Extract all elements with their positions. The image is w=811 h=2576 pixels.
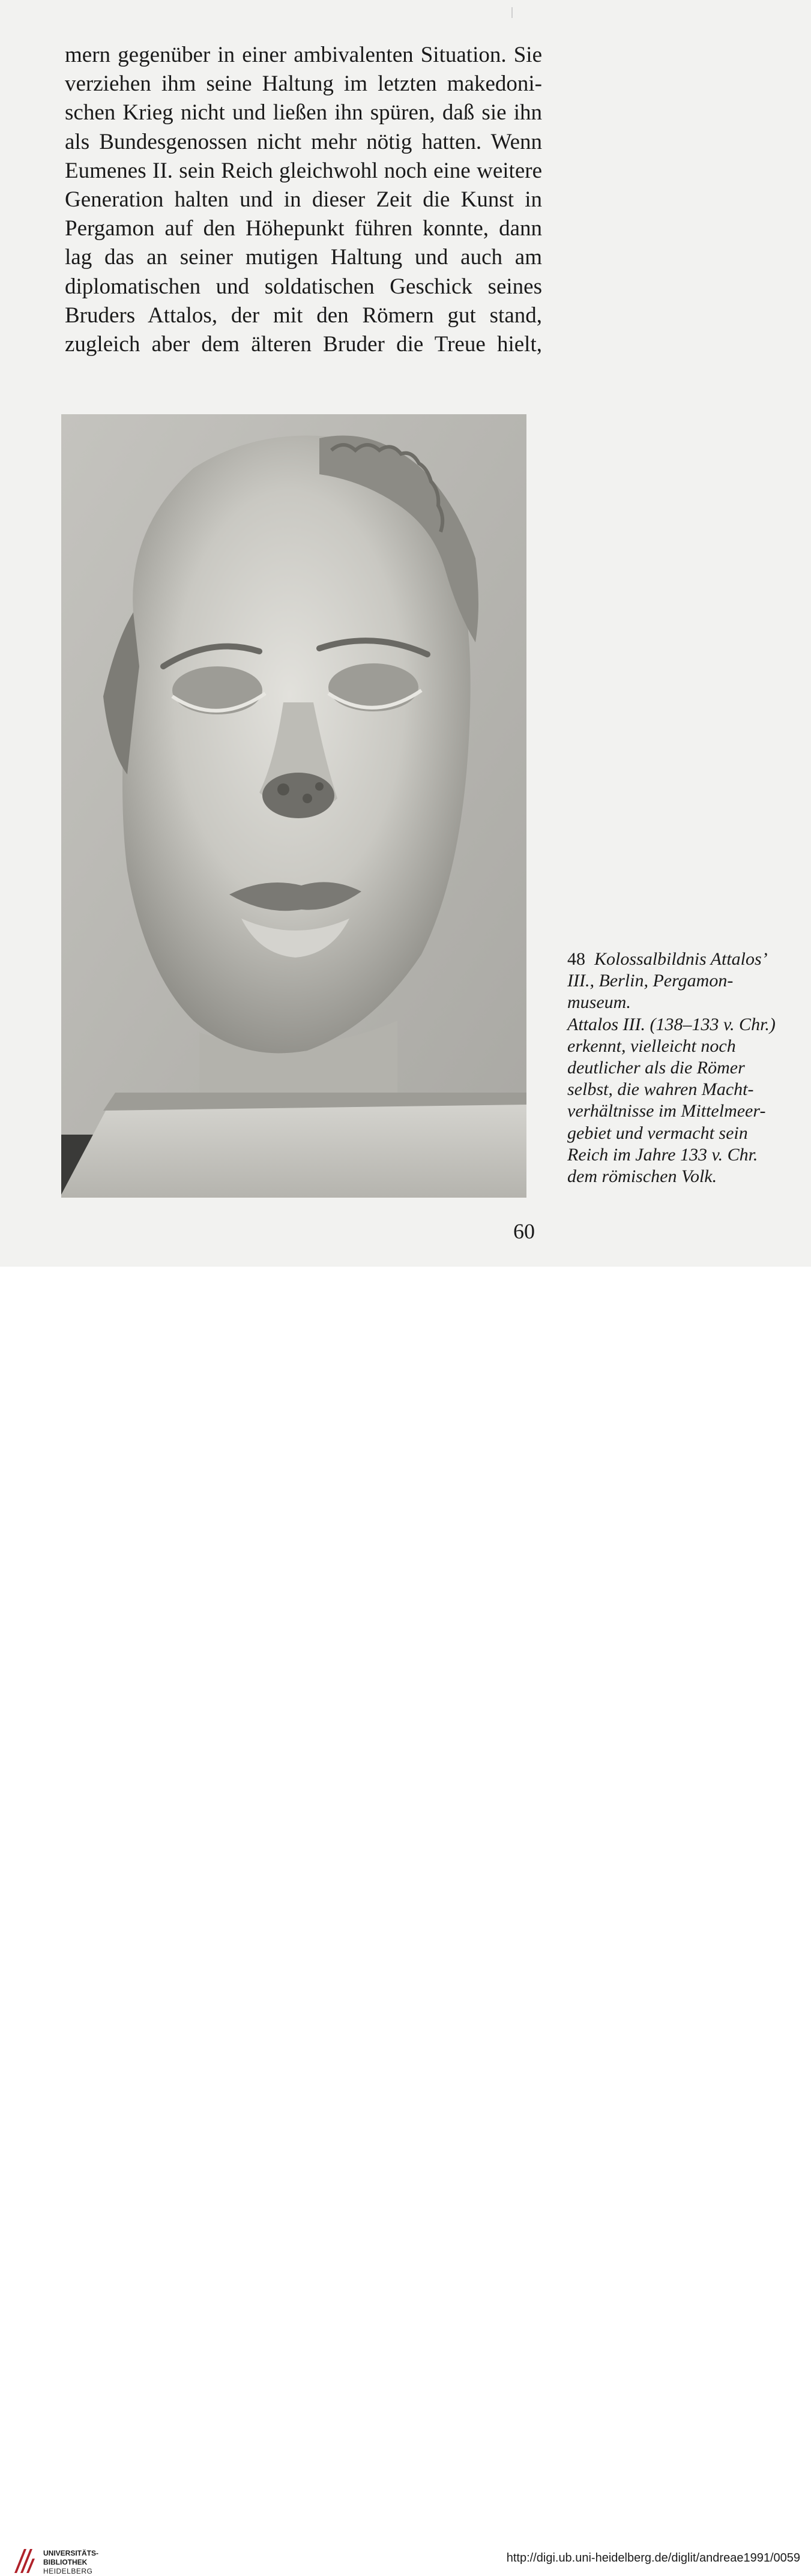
footer-bar	[0, 1267, 811, 2575]
body-text	[65, 41, 542, 359]
caption-line: selbst, die wahren Macht-	[567, 1079, 754, 1100]
body-line: mern gegenüber in einer ambivalenten Situation. Sie	[65, 43, 542, 67]
caption-line: Attalos III. (138–133 v. Chr.)	[567, 1014, 776, 1034]
marble-head-image	[61, 414, 526, 1198]
caption-text: Kolossalbildnis Attalos’	[594, 949, 768, 969]
sculpture-photo	[61, 414, 526, 1198]
library-name-line: BIBLIOTHEK	[43, 2558, 88, 2566]
body-line: als Bundesgenossen nicht mehr nötig hatten. Wenn	[65, 129, 542, 154]
body-line: Eumenes II. sein Reich gleichwohl noch eine weitere	[65, 158, 542, 183]
caption-line	[567, 949, 810, 970]
caption-line: Reich im Jahre 133 v. Chr.	[567, 1144, 758, 1165]
body-line: verziehen ihm seine Haltung im letzten makedoni-	[65, 71, 542, 97]
body-line: lag das an seiner mutigen Haltung und auch am	[65, 245, 542, 270]
library-name-line: HEIDELBERG	[43, 2567, 93, 2575]
figure-caption	[567, 949, 810, 1187]
caption-line: verhältnisse im Mittelmeer-	[567, 1101, 766, 1121]
library-name-line: UNIVERSITÄTS-	[43, 2549, 99, 2557]
caption-line: museum.	[567, 992, 631, 1013]
caption-line: III., Berlin, Pergamon-	[567, 971, 734, 991]
margin-mark	[511, 7, 513, 18]
body-line: diplomatischen und soldatischen Geschick seines	[65, 274, 542, 299]
caption-line: dem römischen Volk.	[567, 1166, 717, 1187]
caption-line: deutlicher als die Römer	[567, 1058, 745, 1078]
body-line: zugleich aber dem älteren Bruder die Treue hielt,	[65, 331, 542, 357]
body-line: schen Krieg nicht und ließen ihn spüren, daß sie ihn	[65, 100, 542, 125]
caption-line: erkennt, vielleicht noch	[567, 1036, 736, 1056]
caption-line: gebiet und vermacht sein	[567, 1123, 748, 1143]
body-line: Generation halten und in dieser Zeit die Kunst in	[65, 187, 542, 212]
library-name[interactable]	[43, 2549, 98, 2576]
body-line: Bruders Attalos, der mit den Römern gut stand,	[65, 303, 542, 328]
body-line: Pergamon auf den Höhepunkt führen konnte, dann	[65, 216, 542, 241]
university-library-logo-icon[interactable]	[12, 2547, 37, 2575]
figure-number: 48	[567, 949, 585, 969]
scanned-page	[0, 0, 811, 1267]
source-url-link[interactable]: http://digi.ub.uni-heidelberg.de/diglit/andreae1991/0059	[506, 2551, 800, 2565]
page-number: 60	[513, 1219, 535, 1243]
